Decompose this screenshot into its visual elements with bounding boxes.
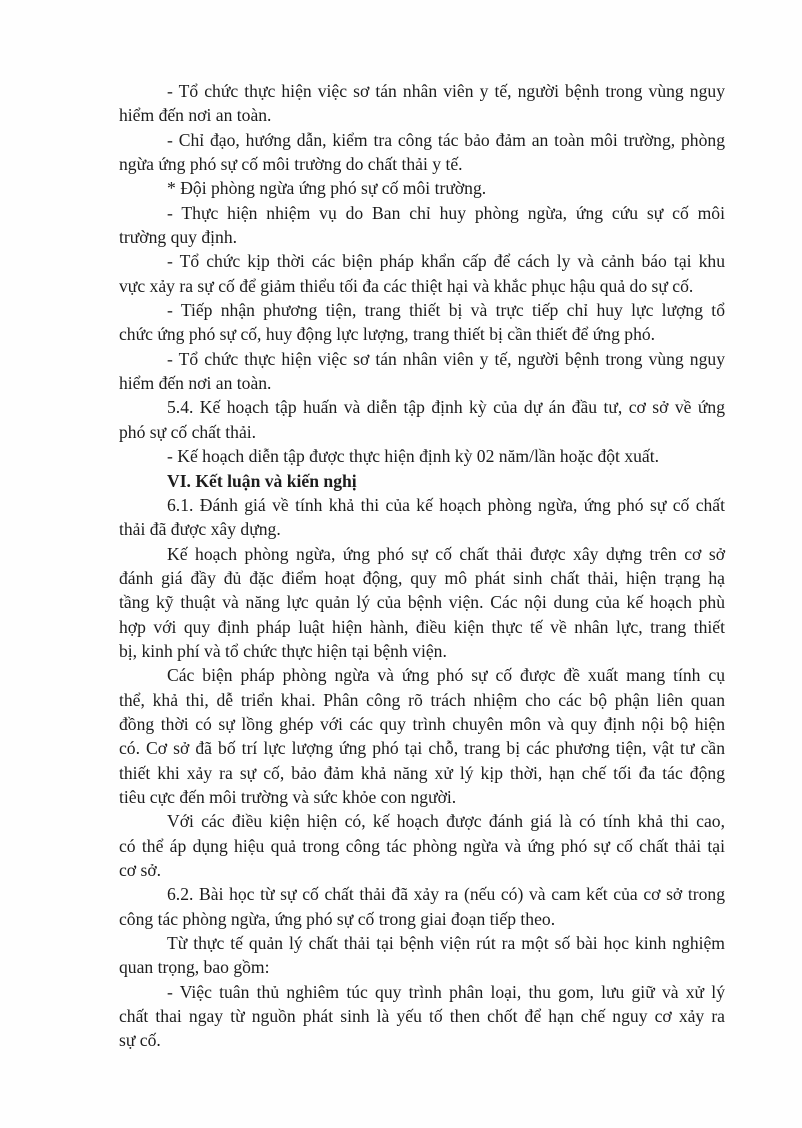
text-line: vực xảy ra sự cố để giảm thiểu tối đa các thiệt hại và khắc phục hậu quả do sự cố.	[119, 275, 694, 296]
text-line: VI. Kết luận và kiến nghị	[167, 470, 357, 491]
paragraph-section-6-1	[119, 493, 725, 542]
paragraph-lessons-intro	[119, 931, 725, 980]
text-line: công tác phòng ngừa, ứng phó sự cố trong giai đoạn tiếp theo.	[119, 908, 556, 929]
paragraph-perform-duties	[119, 201, 725, 250]
text-line: - Thực hiện nhiệm vụ do Ban chỉ huy phòng ngừa, ứng cứu sự cố môi	[167, 202, 725, 223]
text-line: phó sự cố chất thải.	[119, 421, 257, 442]
text-line: sự cố.	[119, 1030, 161, 1051]
text-line: ngừa ứng phó sự cố môi trường do chất thải y tế.	[119, 154, 463, 175]
text-line: 6.2. Bài học từ sự cố chất thải đã xảy ra (nếu có) và cam kết của cơ sở trong	[167, 884, 725, 905]
paragraph-direct-guide	[119, 128, 725, 177]
paragraph-evacuate-2	[119, 347, 725, 396]
document-body	[119, 79, 725, 1053]
text-line: tầng kỹ thuật và năng lực quản lý của bệnh viện. Các nội dung của kế hoạch phù	[119, 592, 725, 613]
text-line: - Việc tuân thủ nghiêm túc quy trình phân loại, thu gom, lưu giữ và xử lý	[167, 981, 725, 1002]
text-line: Với các điều kiện hiện có, kế hoạch được đánh giá là có tính khả thi cao,	[167, 811, 725, 832]
paragraph-plan-basis	[119, 542, 725, 664]
text-line: chất thai ngay từ nguồn phát sinh là yếu tố then chốt để hạn chế nguy cơ xảy ra	[119, 1006, 725, 1027]
text-line: * Đội phòng ngừa ứng phó sự cố môi trường.	[167, 178, 487, 199]
text-line: trường quy định.	[119, 227, 238, 248]
text-line: hợp với quy định pháp luật hiện hành, điều kiện thực tế về nhân lực, trang thiết	[119, 616, 725, 637]
text-line: Từ thực tế quản lý chất thải tại bệnh viện rút ra một số bài học kinh nghiệm	[167, 933, 725, 954]
text-line: - Tiếp nhận phương tiện, trang thiết bị và trực tiếp chỉ huy lực lượng tổ	[167, 300, 725, 321]
paragraph-evacuate-1	[119, 79, 725, 128]
paragraph-measures-feasible	[119, 663, 725, 809]
paragraph-receive-equipment	[119, 298, 725, 347]
section-heading	[119, 469, 725, 493]
paragraph-section-6-2	[119, 882, 725, 931]
text-line: 5.4. Kế hoạch tập huấn và diễn tập định kỳ của dự án đầu tư, cơ sở về ứng	[167, 397, 725, 418]
paragraph-lesson-1	[119, 980, 725, 1053]
text-line: hiểm đến nơi an toàn.	[119, 105, 272, 126]
text-line: có thể áp dụng hiệu quả trong công tác phòng ngừa và ứng phó sự cố chất thải tại	[119, 835, 725, 856]
text-line: có. Cơ sở đã bố trí lực lượng ứng phó tại chỗ, trang bị các phương tiện, vật tư cần	[119, 738, 725, 759]
text-line: 6.1. Đánh giá về tính khả thi của kế hoạch phòng ngừa, ứng phó sự cố chất	[167, 494, 725, 515]
text-line: - Kế hoạch diễn tập được thực hiện định kỳ 02 năm/lần hoặc đột xuất.	[167, 446, 660, 467]
text-line: - Tổ chức thực hiện việc sơ tán nhân viên y tế, người bệnh trong vùng nguy	[167, 81, 725, 101]
text-line: thể, khả thi, dễ triển khai. Phân công rõ trách nhiệm cho các bộ phận liên quan	[119, 689, 725, 710]
paragraph-emergency-measures	[119, 249, 725, 298]
text-line: quan trọng, bao gồm:	[119, 957, 270, 978]
text-line: - Tổ chức kịp thời các biện pháp khẩn cấp để cách ly và cảnh báo tại khu	[167, 251, 725, 272]
text-line: - Chỉ đạo, hướng dẫn, kiểm tra công tác bảo đảm an toàn môi trường, phòng	[167, 129, 725, 150]
text-line: đánh giá đầy đủ đặc điểm hoạt động, quy mô phát sinh chất thải, hiện trạng hạ	[119, 567, 725, 588]
text-line: chức ứng phó sự cố, huy động lực lượng, trang thiết bị cần thiết để ứng phó.	[119, 324, 656, 345]
text-line: tiêu cực đến môi trường và sức khỏe con người.	[119, 786, 457, 807]
text-line: thiết khi xảy ra sự cố, bảo đảm khả năng xử lý kịp thời, hạn chế tối đa tác động	[119, 762, 725, 783]
text-line: đồng thời có sự lồng ghép với các quy trình chuyên môn và quy định nội bộ hiện	[119, 713, 725, 734]
paragraph-team-heading	[119, 176, 725, 200]
paragraph-drill-plan	[119, 444, 725, 468]
text-line: Các biện pháp phòng ngừa và ứng phó sự cố được đề xuất mang tính cụ	[167, 665, 725, 686]
text-line: hiểm đến nơi an toàn.	[119, 373, 272, 394]
paragraph-high-feasibility	[119, 809, 725, 882]
text-line: thải đã được xây dựng.	[119, 519, 281, 540]
text-line: - Tổ chức thực hiện việc sơ tán nhân viên y tế, người bệnh trong vùng nguy	[167, 348, 725, 369]
paragraph-section-5-4	[119, 395, 725, 444]
text-line: bị, kinh phí và tổ chức thực hiện tại bệnh viện.	[119, 640, 447, 661]
text-line: Kế hoạch phòng ngừa, ứng phó sự cố chất thải được xây dựng trên cơ sở	[167, 543, 725, 564]
text-line: cơ sở.	[119, 860, 162, 880]
